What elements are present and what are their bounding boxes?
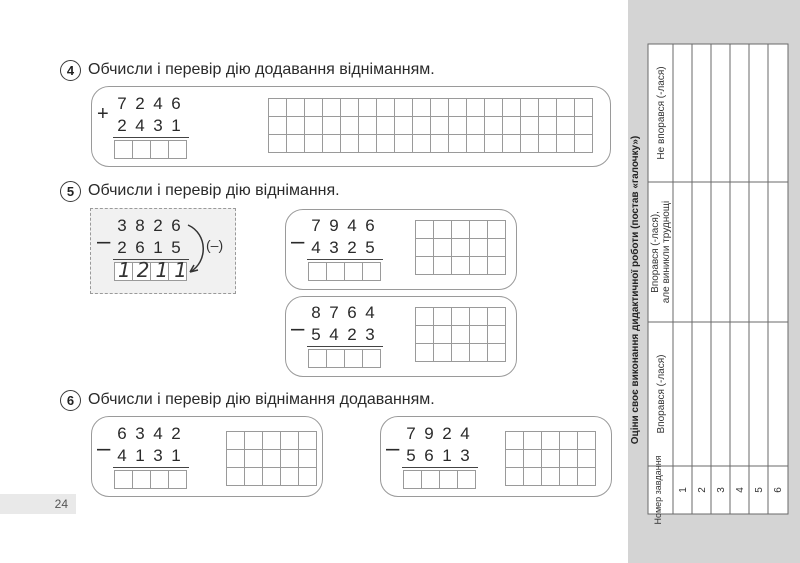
task-5-example-answer: 1211 <box>118 258 193 282</box>
task-5b-operator: – <box>291 315 305 342</box>
col-done-difficulty-header-line1: Впорався (-лася), <box>650 211 661 293</box>
task-5b-answer-cells[interactable] <box>308 349 381 368</box>
task-6a-check-grid[interactable] <box>226 431 317 486</box>
task-4-bottom-number: 2 4 3 1 <box>117 116 181 135</box>
self-assessment-title: Оціни своє виконання дидактичної роботи (постав «галочку») <box>630 135 641 445</box>
task-6-number: 6 <box>60 390 81 411</box>
task-5a-bottom: 4 3 2 5 <box>311 238 375 257</box>
task-6a-operator: – <box>97 435 111 462</box>
task-4-sum-line <box>113 137 189 138</box>
task-4-answer-cells[interactable] <box>114 140 187 159</box>
row-number: 4 <box>735 487 746 493</box>
col-not-done-header: Не впорався (-лася) <box>656 66 667 160</box>
task-5a-operator: – <box>291 228 305 255</box>
task-4-top-number: 7 2 4 6 <box>117 94 181 113</box>
task-5a-answer-cells[interactable] <box>308 262 381 281</box>
task-5a-top: 7 9 4 6 <box>311 216 375 235</box>
row-number: 5 <box>754 487 765 493</box>
task-6b-line <box>402 467 478 468</box>
task-5-example-operator: – <box>97 228 111 255</box>
task-6b-check-grid[interactable] <box>505 431 596 486</box>
self-assessment-table <box>628 0 800 563</box>
task-5a-line <box>307 259 383 260</box>
task-5b-line <box>307 346 383 347</box>
task-5b-bottom: 5 4 2 3 <box>311 325 375 344</box>
row-number: 3 <box>716 487 727 493</box>
col-done-difficulty-header-line2: але виникли труднощі <box>661 200 672 304</box>
task-5-example-bottom: 2 6 1 5 <box>117 238 181 257</box>
task-4-check-grid[interactable] <box>268 98 593 153</box>
task-6-title: Обчисли і перевір дію віднімання додаванням. <box>88 391 435 408</box>
col-task-header: Номер завдання <box>653 455 663 525</box>
task-6b-answer-cells[interactable] <box>403 470 476 489</box>
task-5b-check-grid[interactable] <box>415 307 506 362</box>
task-5-title: Обчисли і перевір дію віднімання. <box>88 182 340 199</box>
task-6a-answer-cells[interactable] <box>114 470 187 489</box>
task-6b-bottom: 5 6 1 3 <box>406 446 470 465</box>
task-5-check-label: (–) <box>206 237 224 253</box>
task-4-title: Обчисли і перевір дію додавання відніманням. <box>88 61 435 78</box>
page-number: 24 <box>0 494 76 514</box>
row-number: 1 <box>678 487 689 493</box>
task-6a-bottom: 4 1 3 1 <box>117 446 181 465</box>
task-5a-check-grid[interactable] <box>415 220 506 275</box>
task-5-number: 5 <box>60 181 81 202</box>
col-done-header: Впорався (-лася) <box>656 354 667 434</box>
row-number: 6 <box>773 487 784 493</box>
task-6b-operator: – <box>386 435 400 462</box>
task-6a-line <box>113 467 189 468</box>
task-6b-top: 7 9 2 4 <box>406 424 470 443</box>
task-5-example-top: 3 8 2 6 <box>117 216 181 235</box>
row-number: 2 <box>697 487 708 493</box>
task-5b-top: 8 7 6 4 <box>311 303 375 322</box>
task-4-number: 4 <box>60 60 81 81</box>
task-6a-top: 6 3 4 2 <box>117 424 181 443</box>
task-4-operator: + <box>97 103 109 125</box>
